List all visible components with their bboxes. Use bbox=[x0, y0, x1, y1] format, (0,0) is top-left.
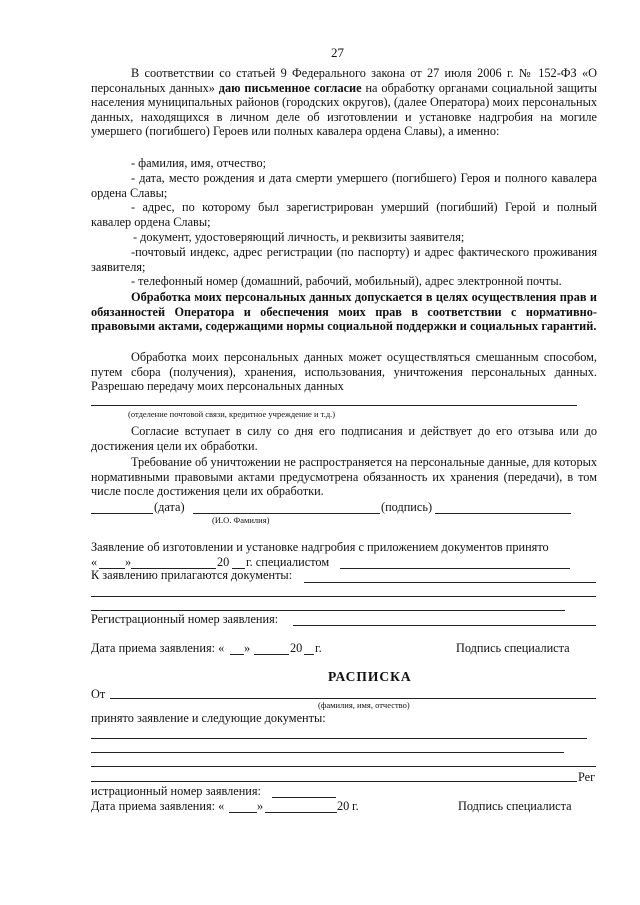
acceptance-receipt-year: 20 bbox=[290, 641, 303, 655]
receipt-from-label: От bbox=[91, 687, 106, 701]
consent-validity-paragraph: Согласие вступает в силу со дня его подписания и действует до его отзыва или до достижения цели их обработки. bbox=[91, 424, 597, 453]
receipt-day-line bbox=[229, 812, 257, 813]
consent-intro-bold: даю письменное согласие bbox=[218, 80, 362, 95]
transfer-recipient-line bbox=[91, 405, 577, 406]
page-number: 27 bbox=[331, 45, 344, 60]
consent-item-birth-death: - дата, место рождения и дата смерти умершего (погибшего) Героя и полного кавалера ордена Славы; bbox=[91, 171, 597, 200]
acceptance-date-close: » bbox=[125, 555, 132, 569]
receipt-date-close: » bbox=[257, 799, 264, 813]
receipt-specialist-signature: Подпись специалиста bbox=[458, 799, 572, 813]
receipt-reg-number-line bbox=[272, 797, 336, 798]
consent-item-registered-address: - адрес, по которому был зарегистрирован умерший (погибший) Герой и полный кавалер ордена Славы; bbox=[91, 200, 597, 229]
transfer-recipient-hint: (отделение почтовой связи, кредитное учреждение и т.д.) bbox=[128, 409, 336, 419]
acceptance-specialist-label: г. специалистом bbox=[246, 555, 330, 569]
name-blank-line bbox=[193, 513, 380, 514]
signature-label: (подпись) bbox=[381, 500, 433, 514]
receipt-reg-number-label: истрационный номер заявления: bbox=[91, 784, 261, 798]
attachments-line-1 bbox=[304, 582, 596, 583]
consent-purpose-paragraph: Обработка моих персональных данных допускается в целях осуществления прав и обязанностей Оператора и обеспечения моих прав в соответствии с нормативно-правовыми актами, содержащими нормы социальной поддержки и социальных гарантий. bbox=[91, 290, 597, 334]
receipt-year-suffix: г. bbox=[352, 799, 359, 813]
acceptance-receipt-year-line bbox=[304, 654, 314, 655]
signature-blank-line bbox=[435, 513, 571, 514]
acceptance-receipt-date-close: » bbox=[244, 641, 251, 655]
receipt-docs-line-1 bbox=[91, 738, 587, 739]
receipt-docs-line-3 bbox=[91, 766, 596, 767]
receipt-month-line bbox=[265, 812, 337, 813]
acceptance-date-open: « bbox=[91, 555, 98, 569]
acceptance-receipt-month-line bbox=[254, 654, 289, 655]
name-hint: (И.О. Фамилия) bbox=[212, 515, 270, 525]
consent-item-full-name: - фамилия, имя, отчество; bbox=[131, 156, 267, 170]
date-label: (дата) bbox=[154, 500, 185, 514]
acceptance-statement: Заявление об изготовлении и установке надгробия с приложением документов принято bbox=[91, 540, 549, 554]
acceptance-receipt-year-suffix: г. bbox=[315, 641, 322, 655]
receipt-docs-line-4 bbox=[91, 781, 577, 782]
consent-processing-paragraph: Обработка моих персональных данных может осуществляться смешанным способом, путем сбора (получения), хранения, использования, уничтожения персональных данных. Разрешаю передачу моих персональных данных bbox=[91, 350, 597, 394]
consent-intro-text-1: В соответствии со статьей 9 Федерального закона от 27 июля 2006 г. № 152-ФЗ «О персональных данных» bbox=[91, 66, 597, 95]
receipt-from-hint: (фамилия, имя, отчество) bbox=[318, 700, 410, 710]
receipt-accepted-text: принято заявление и следующие документы: bbox=[91, 711, 326, 725]
attachments-line-2 bbox=[91, 596, 596, 597]
consent-intro bbox=[91, 66, 597, 139]
reg-number-line bbox=[293, 625, 596, 626]
consent-intro-text-2: на обработку органами социальной защиты населения муниципальных районов (городских округов), (далее Оператора) моих персональных данных, находящихся в личном деле об изготовлении и установке надгробия на могиле умершего (погибшего) Героев или полных кавалера ордена Славы), а именно: bbox=[91, 80, 598, 139]
receipt-docs-line-2 bbox=[91, 752, 564, 753]
date-blank-line bbox=[91, 513, 153, 514]
attachments-label: К заявлению прилагаются документы: bbox=[91, 568, 293, 582]
attachments-line-3 bbox=[91, 610, 565, 611]
receipt-from-line bbox=[110, 698, 596, 699]
receipt-year: 20 bbox=[337, 799, 350, 813]
acceptance-specialist-signature: Подпись специалиста bbox=[456, 641, 570, 655]
reg-number-label: Регистрационный номер заявления: bbox=[91, 612, 279, 626]
consent-destruction-paragraph: Требование об уничтожении не распространяется на персональные данные, для которых нормативными правовыми актами предусмотрена обязанность их хранения (передачи), в том числе после достижения цели их обработки. bbox=[91, 455, 597, 499]
receipt-title: РАСПИСКА bbox=[328, 669, 412, 684]
acceptance-specialist-line bbox=[340, 568, 570, 569]
consent-item-identity-document: - документ, удостоверяющий личность, и реквизиты заявителя; bbox=[133, 230, 465, 244]
acceptance-receipt-day-line bbox=[230, 654, 244, 655]
receipt-date-label: Дата приема заявления: « bbox=[91, 799, 225, 813]
consent-item-phone-email: - телефонный номер (домашний, рабочий, мобильный), адрес электронной почты. bbox=[131, 274, 562, 288]
consent-item-postal-address: -почтовый индекс, адрес регистрации (по паспорту) и адрес фактического проживания заявителя; bbox=[91, 245, 597, 274]
acceptance-receipt-date-label: Дата приема заявления: « bbox=[91, 641, 225, 655]
acceptance-year: 20 bbox=[217, 555, 230, 569]
receipt-reg-fragment: Рег bbox=[578, 770, 596, 784]
